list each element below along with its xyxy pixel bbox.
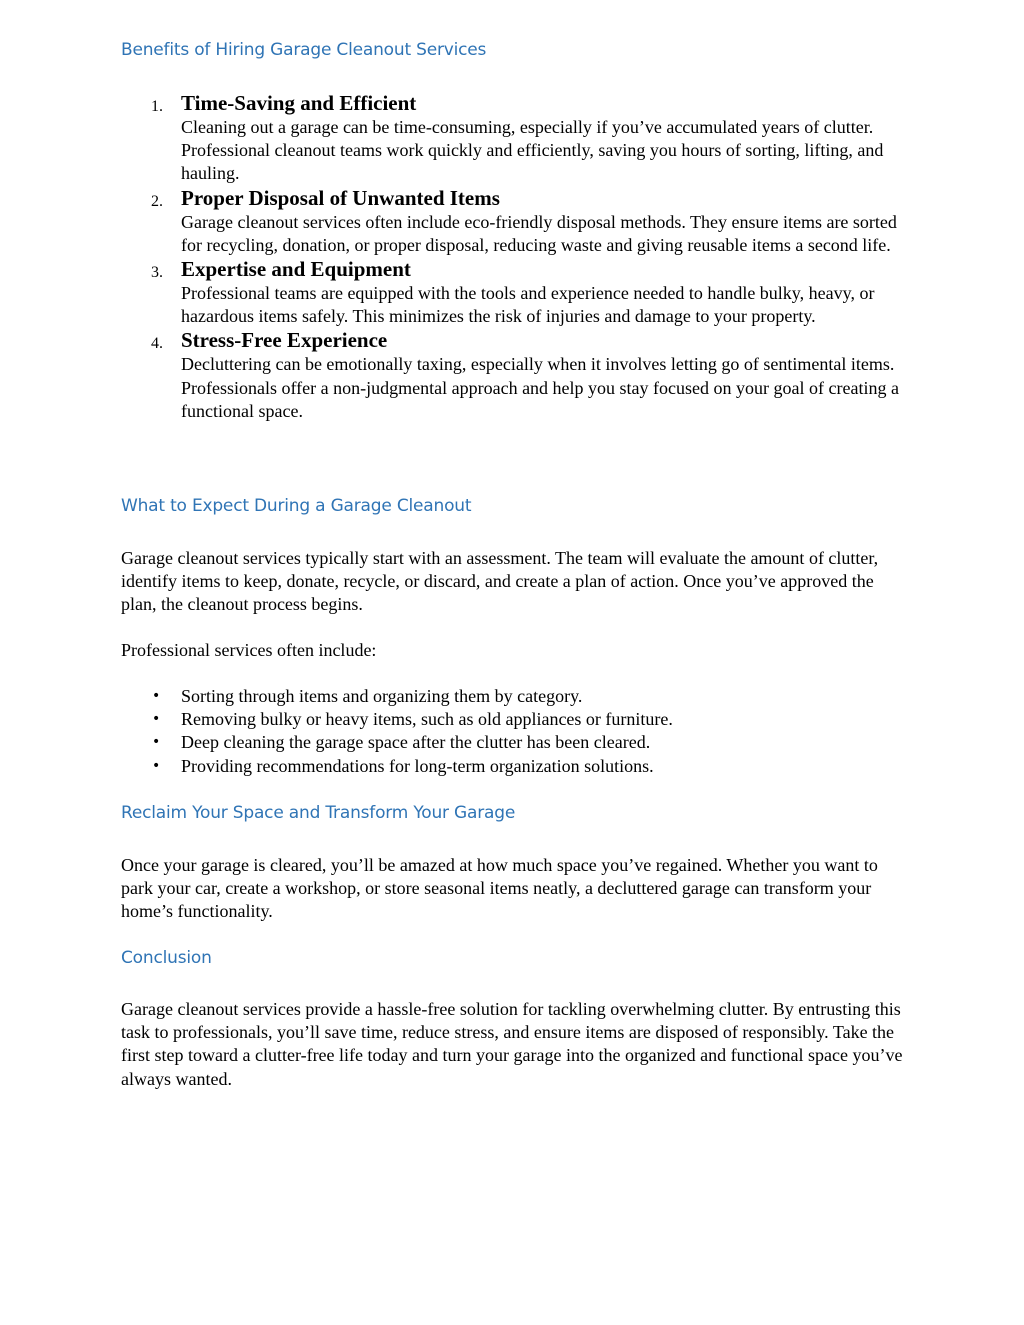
list-number: 2.: [151, 192, 163, 210]
list-number: 1.: [151, 98, 163, 115]
list-item-text: Garage cleanout services often include eco-friendly disposal methods. They ensure items are sorted for recycling, donation, or proper disposal, reducing waste and giving reusable items a second life.: [181, 211, 897, 255]
list-item: [121, 328, 911, 423]
benefits-list: [121, 91, 911, 423]
expect-paragraph: Garage cleanout services typically start with an assessment. The team will evaluate the amount of clutter, identify items to keep, donate, recycle, or discard, and create a plan of action. Once you’ve approved the plan, the cleanout process begins.: [121, 548, 879, 615]
list-item-text: Sorting through items and organizing them by category.: [181, 686, 583, 706]
list-item-text: Professional teams are equipped with the tools and experience needed to handle bulky, heavy, or hazardous items safely. This minimizes the risk of injuries and damage to your property.: [181, 283, 875, 327]
list-item: [121, 708, 911, 731]
list-item-text: Deep cleaning the garage space after the clutter has been cleared.: [181, 732, 651, 753]
conclusion-paragraph: Garage cleanout services provide a hassle-free solution for tackling overwhelming clutter. By entrusting this task to professionals, you’ll save time, reduce stress, and ensure items are disposed of responsibly. Take the first step toward a clutter-free life today and turn your garage into the organized and functional space you’ve always wanted.: [121, 999, 903, 1089]
bullet-icon: •: [152, 734, 161, 751]
list-item-text: Decluttering can be emotionally taxing, especially when it involves letting go of sentimental items. Professionals offer a non-judgmental approach and help you stay focused on your goal of creating a functional space.: [181, 354, 899, 421]
list-item-text: Providing recommendations for long-term organization solutions.: [181, 755, 654, 776]
list-item: [121, 257, 911, 328]
list-item: [121, 91, 911, 186]
list-item-title: Time-Saving and Efficient: [181, 91, 417, 115]
bullet-icon: •: [152, 711, 161, 728]
reclaim-paragraph: Once your garage is cleared, you’ll be amazed at how much space you’ve regained. Whether you want to park your car, create a workshop, or store seasonal items neatly, a decluttered garage can transform your home’s functionality.: [121, 855, 878, 922]
services-list: [121, 685, 911, 778]
list-item-title: Stress-Free Experience: [181, 328, 388, 353]
list-item: [121, 685, 911, 708]
list-item: [121, 755, 911, 778]
reclaim-heading: Reclaim Your Space and Transform Your Garage: [121, 803, 516, 823]
list-number: 4.: [151, 335, 163, 353]
list-item: [121, 186, 911, 257]
list-item-text: Removing bulky or heavy items, such as old appliances or furniture.: [181, 709, 673, 730]
list-item-title: Expertise and Equipment: [181, 257, 411, 282]
conclusion-heading: Conclusion: [121, 948, 212, 968]
list-item-text: Cleaning out a garage can be time-consuming, especially if you’ve accumulated years of clutter. Professional cleanout teams work quickly and efficiently, saving you hours of sorting, lifting, and hauling.: [181, 117, 884, 184]
bullet-icon: •: [152, 757, 161, 774]
benefits-heading: Benefits of Hiring Garage Cleanout Services: [121, 40, 487, 60]
services-intro: Professional services often include:: [121, 640, 377, 660]
list-item-title: Proper Disposal of Unwanted Items: [181, 185, 500, 210]
bullet-icon: •: [152, 688, 161, 704]
list-item: [121, 731, 911, 754]
expect-heading: What to Expect During a Garage Cleanout: [121, 496, 472, 516]
list-number: 3.: [151, 264, 163, 282]
